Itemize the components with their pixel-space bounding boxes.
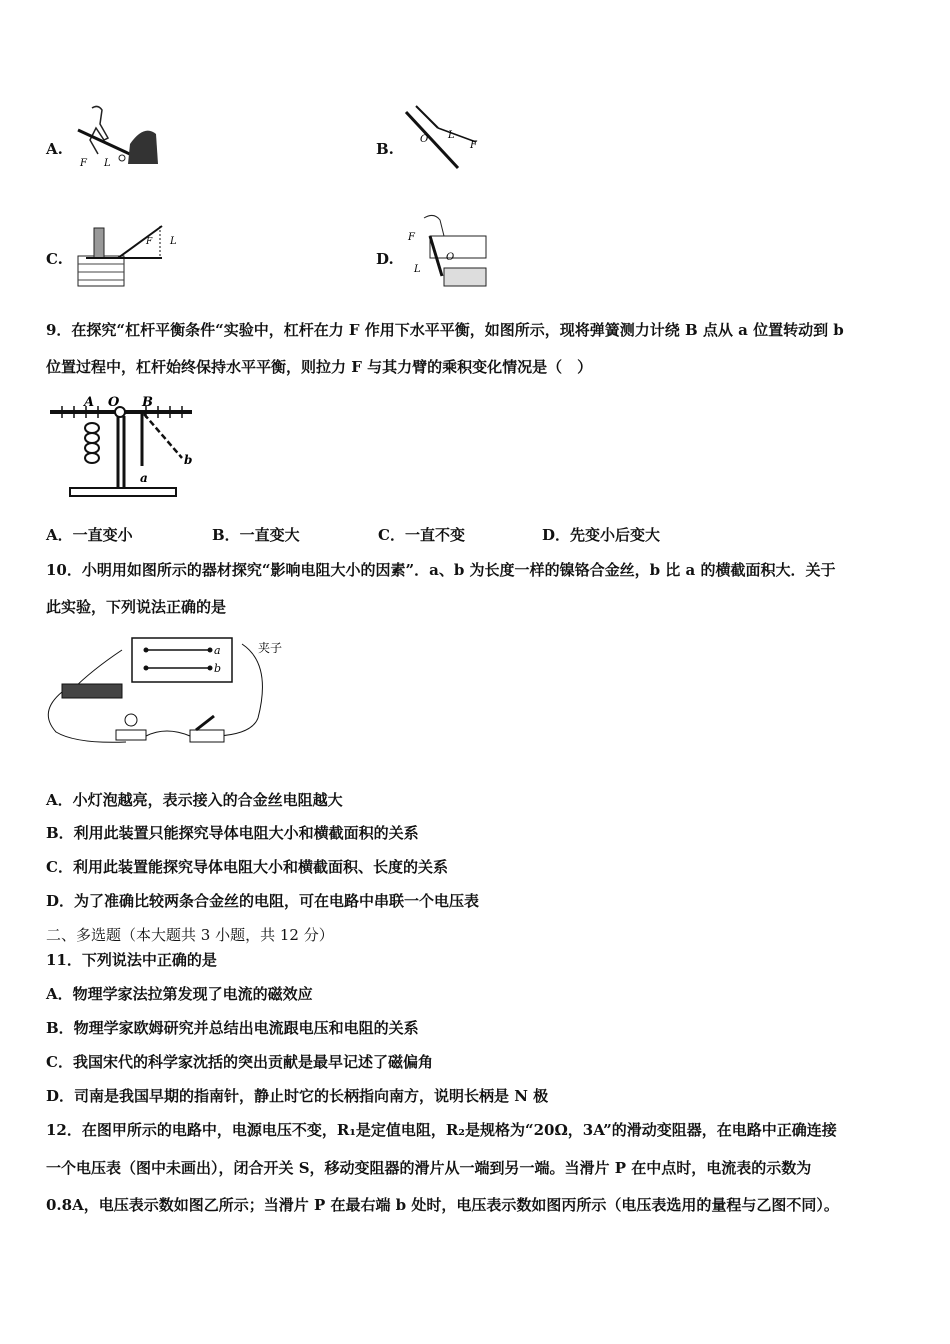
q8-fig-a-L: L bbox=[104, 158, 111, 169]
q10-fig-b: b bbox=[214, 662, 222, 675]
q11-stem: 11．下列说法中正确的是 bbox=[46, 951, 217, 969]
q10-fig-clip: 夹子 bbox=[258, 641, 283, 655]
q10-option-c[interactable]: C．利用此装置能探究导体电阻大小和横截面积、长度的关系 bbox=[46, 858, 448, 876]
q10-option-d[interactable]: D．为了准确比较两条合金丝的电阻，可在电路中串联一个电压表 bbox=[46, 892, 480, 910]
q9-option-a[interactable]: A．一直变小 bbox=[46, 526, 133, 544]
q8-fig-d-O: O bbox=[446, 252, 455, 263]
q12-stem-line2: 一个电压表（图中未画出），闭合开关 S，移动变阻器的滑片从一端到另一端。当滑片 P 在中点时，电流表的示数为 bbox=[46, 1159, 812, 1177]
q8-figure-b-pliers bbox=[402, 102, 482, 172]
q10-option-b[interactable]: B．利用此装置只能探究导体电阻大小和横截面积的关系 bbox=[46, 824, 419, 842]
q8-option-b-label: B. bbox=[376, 140, 394, 158]
q8-figure-a-shovel bbox=[72, 100, 162, 172]
q9-option-b[interactable]: B．一直变大 bbox=[212, 526, 300, 544]
q8-fig-b-L: L bbox=[448, 130, 455, 141]
q12-stem-line3: 0.8A，电压表示数如图乙所示；当滑片 P 在最右端 b 处时，电压表示数如图丙所示（电压表选用的量程与乙图不同）。 bbox=[46, 1196, 839, 1214]
q11-option-c[interactable]: C．我国宋代的科学家沈括的突出贡献是最早记述了磁偏角 bbox=[46, 1053, 433, 1071]
section-2-heading: 二、多选题（本大题共 3 小题，共 12 分） bbox=[46, 926, 334, 944]
q10-option-a[interactable]: A．小灯泡越亮，表示接入的合金丝电阻越大 bbox=[46, 791, 343, 809]
q10-fig-a: a bbox=[214, 644, 221, 657]
q8-option-d-label: D. bbox=[376, 250, 394, 268]
q9-fig-O: O bbox=[108, 395, 120, 410]
q11-option-a[interactable]: A．物理学家法拉第发现了电流的磁效应 bbox=[46, 985, 313, 1003]
q11-option-d[interactable]: D．司南是我国早期的指南针，静止时它的长柄指向南方，说明长柄是 N 极 bbox=[46, 1087, 549, 1105]
q8-figure-d-brake bbox=[400, 208, 490, 292]
q8-fig-c-F: F bbox=[146, 237, 153, 247]
q8-fig-d-L: L bbox=[414, 264, 421, 275]
q9-option-d[interactable]: D．先变小后变大 bbox=[542, 526, 661, 544]
q8-option-a-label: A. bbox=[46, 140, 63, 158]
q9-fig-A: A bbox=[84, 395, 95, 410]
q8-fig-c-L: L bbox=[170, 236, 177, 247]
q9-figure-lever bbox=[46, 392, 196, 504]
q9-option-c[interactable]: C．一直不变 bbox=[378, 526, 465, 544]
q8-fig-d-F: F bbox=[408, 232, 415, 243]
q8-fig-b-O: O bbox=[420, 134, 429, 145]
q12-stem-line1: 12．在图甲所示的电路中，电源电压不变，R₁是定值电阻，R₂是规格为“20Ω，3A”的滑动变阻器，在电路中正确连接 bbox=[46, 1121, 837, 1139]
q10-stem-line1: 10．小明用如图所示的器材探究“影响电阻大小的因素”．a、b 为长度一样的镍铬合金丝，b 比 a 的横截面积大．关于 bbox=[46, 561, 836, 579]
q9-stem-line1: 9．在探究“杠杆平衡条件“实验中，杠杆在力 F 作用下水平平衡，如图所示，现将弹簧测力计绕 B 点从 a 位置转动到 b bbox=[46, 321, 844, 339]
q9-fig-b: b bbox=[184, 453, 193, 467]
q9-fig-B: B bbox=[142, 395, 153, 410]
q11-option-b[interactable]: B．物理学家欧姆研究并总结出电流跟电压和电阻的关系 bbox=[46, 1019, 419, 1037]
q8-fig-b-F: F bbox=[470, 140, 477, 151]
q10-stem-line2: 此实验，下列说法正确的是 bbox=[46, 598, 227, 616]
q9-stem-line2: 位置过程中，杠杆始终保持水平平衡，则拉力 F 与其力臂的乘积变化情况是（ ） bbox=[46, 358, 593, 376]
q8-figure-c-crowbar bbox=[72, 218, 184, 290]
q9-fig-a: a bbox=[140, 471, 148, 485]
q10-figure-circuit bbox=[46, 632, 296, 752]
q8-fig-a-F: F bbox=[80, 158, 87, 169]
q8-option-c-label: C. bbox=[46, 250, 63, 268]
